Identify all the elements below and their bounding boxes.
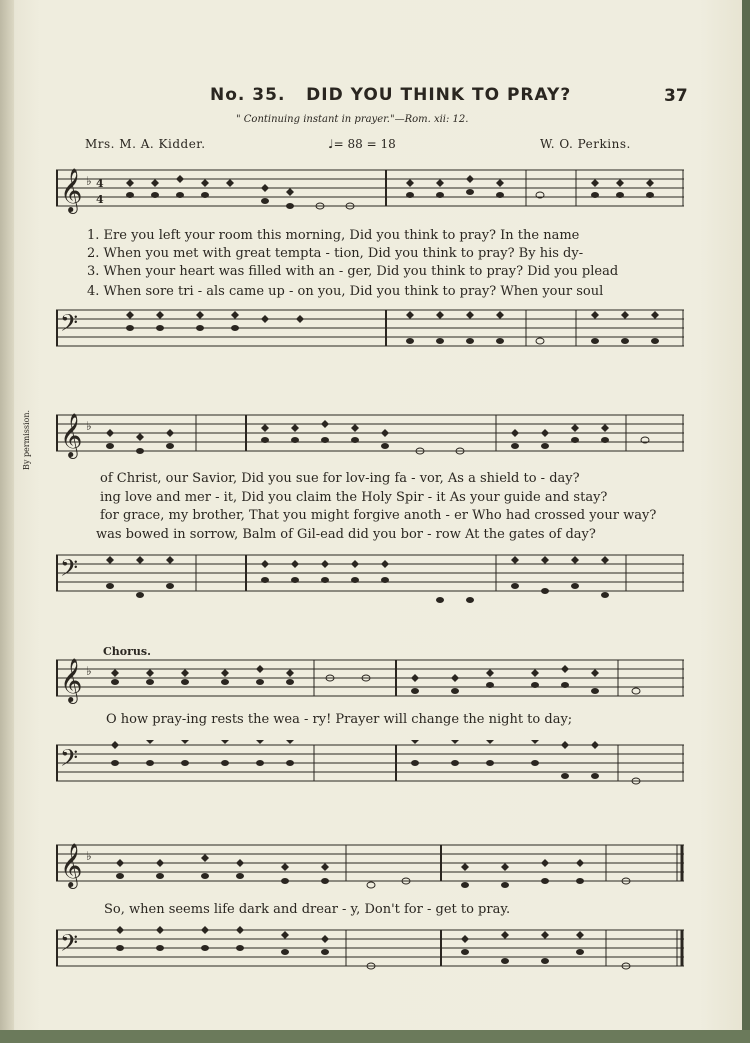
svg-text:♭: ♭ [86, 664, 92, 678]
chorus-line-2: So, when seems life dark and drear - y, Don't for - get to pray. [104, 902, 511, 917]
lyricist: Mrs. M. A. Kidder. [85, 137, 206, 151]
bass-staff-4 [56, 925, 686, 975]
treble-staff-4 [56, 840, 686, 895]
tempo-value: = 88 = 18 [333, 137, 396, 151]
tempo-marking [328, 137, 396, 151]
svg-text:♭: ♭ [86, 419, 92, 433]
treble-staff-1 [56, 165, 686, 215]
svg-text:♭: ♭ [86, 849, 92, 863]
svg-text:𝄢: 𝄢 [60, 929, 79, 962]
chorus-line-1: O how pray-ing rests the wea - ry! Prayer will change the night to day; [106, 712, 573, 727]
verse-line-3: 3. When your heart was filled with an - ger, Did you think to pray? Did you plead [87, 264, 619, 279]
bass-staff-2 [56, 550, 686, 610]
hymn-heading [210, 85, 571, 105]
bass-clef-icon: 𝄢 [60, 309, 79, 342]
bass-staff-1 [56, 305, 686, 355]
composer: W. O. Perkins. [540, 137, 631, 151]
verse-line-8: was bowed in sorrow, Balm of Gil-ead did you bor - row At the gates of day? [96, 527, 596, 542]
treble-staff-2 [56, 410, 686, 470]
flat-key-icon: ♭ [86, 174, 92, 188]
svg-text:𝄞: 𝄞 [60, 658, 83, 702]
svg-text:𝄢: 𝄢 [60, 554, 79, 587]
quarter-note-icon: ♩ [328, 137, 334, 151]
bass-staff-3 [56, 740, 686, 790]
svg-text:𝄢: 𝄢 [60, 744, 79, 777]
svg-text:𝄞: 𝄞 [60, 843, 83, 887]
book-spine [0, 0, 14, 1030]
page-number: 37 [664, 86, 688, 106]
hymn-number: No. 35. [210, 85, 286, 105]
verse-line-2: 2. When you met with great tempta - tion, Did you think to pray? By his dy- [87, 246, 584, 261]
verse-line-6: ing love and mer - it, Did you claim the Holy Spir - it As your guide and stay? [100, 490, 608, 505]
verse-line-1: 1. Ere you left your room this morning, Did you think to pray? In the name [87, 228, 580, 243]
verse-line-5: of Christ, our Savior, Did you sue for lov-ing fa - vor, As a shield to - day? [100, 471, 580, 486]
hymn-title: DID YOU THINK TO PRAY? [306, 85, 572, 105]
svg-text:𝄞: 𝄞 [60, 413, 83, 457]
chorus-label: Chorus. [103, 645, 151, 658]
permission-note: By permission. [22, 409, 31, 470]
scripture-reference: " Continuing instant in prayer."—Rom. xii: 12. [236, 114, 469, 125]
treble-clef-icon: 𝄞 [60, 168, 83, 212]
cover-edge [0, 1030, 750, 1043]
verse-line-4: 4. When sore tri - als came up - on you, Did you think to pray? When your soul [87, 284, 604, 299]
verse-line-7: for grace, my brother, That you might forgive anoth - er Who had crossed your way? [100, 508, 657, 523]
time-signature: 4 [96, 177, 104, 190]
svg-text:4: 4 [96, 193, 104, 206]
notes-system-1-treble [126, 175, 654, 209]
treble-staff-3 [56, 655, 686, 705]
